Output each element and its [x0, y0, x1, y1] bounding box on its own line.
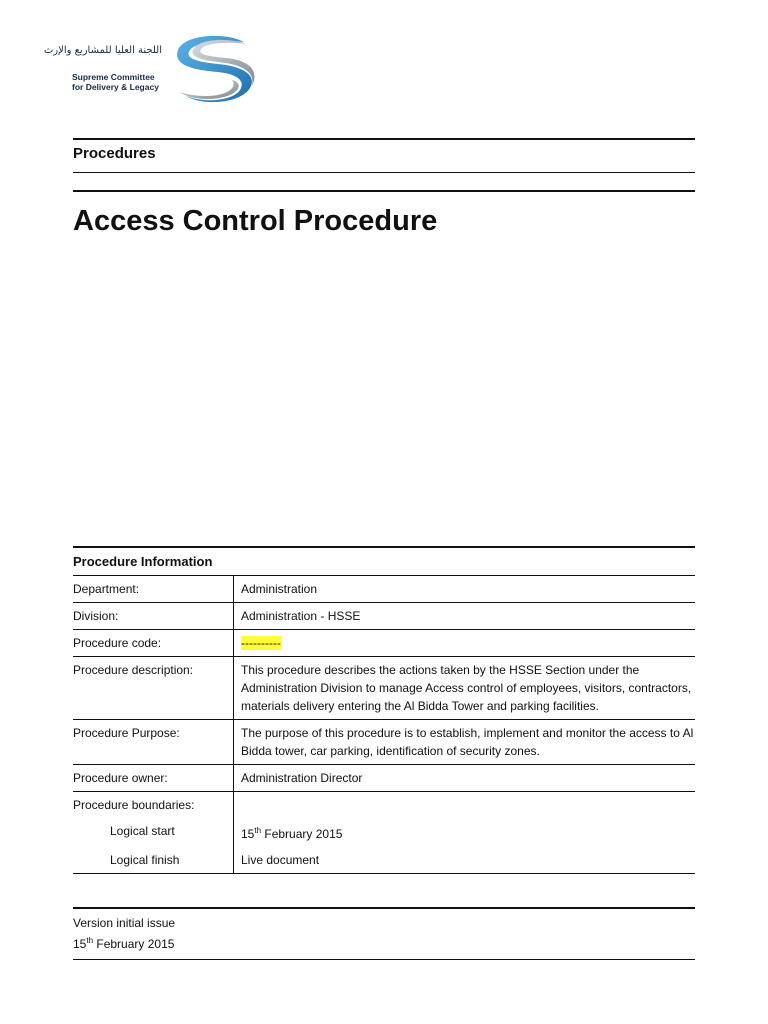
- table-row: [73, 818, 695, 847]
- document-title: Access Control Procedure: [73, 205, 438, 237]
- row-value-division: Administration - HSSE: [234, 603, 696, 630]
- version-day-suffix: th: [86, 936, 94, 945]
- table-row: [73, 765, 695, 792]
- version-day: 15: [73, 937, 87, 951]
- table-row: [73, 657, 695, 720]
- version-label: Version initial issue: [73, 916, 176, 930]
- section-label: Procedures: [73, 145, 156, 162]
- row-label-logical-finish: Logical finish: [73, 847, 234, 874]
- row-value-description: This procedure describes the actions taken by the HSSE Section under the Administration Division to manage Access control of employees, visitors, contractors, materials delivery entering the Al Bidda Tower and parking facilities.: [234, 657, 696, 720]
- row-label-boundaries: Procedure boundaries:: [73, 798, 195, 812]
- row-label-procedure-code: Procedure code:: [73, 630, 234, 657]
- start-day-suffix: th: [254, 826, 262, 835]
- row-value-purpose: The purpose of this procedure is to establish, implement and monitor the access to Al Bidda tower, car parking, identification of security zones.: [234, 720, 696, 765]
- table-heading: Procedure Information: [73, 547, 695, 576]
- title-top-rule: [73, 190, 695, 192]
- table-row: [73, 630, 695, 657]
- version-rest: February 2015: [93, 937, 175, 951]
- row-value-owner: Administration Director: [234, 765, 696, 792]
- row-label-owner: Procedure owner:: [73, 765, 234, 792]
- arabic-logo-text: [43, 42, 164, 68]
- row-value-logical-finish: Live document: [234, 847, 696, 874]
- row-label-logical-start: Logical start: [110, 824, 175, 838]
- supreme-committee-logo: [43, 34, 260, 106]
- header-mid-rule: [73, 172, 695, 173]
- table-row: [73, 576, 695, 603]
- row-value-procedure-code: [234, 630, 696, 657]
- row-value-boundaries: [234, 792, 696, 819]
- row-label-purpose: Procedure Purpose:: [73, 720, 234, 765]
- start-day: 15: [241, 827, 255, 841]
- row-value-department: Administration: [234, 576, 696, 603]
- row-label-department: Department:: [73, 576, 234, 603]
- logo-english-line1: Supreme Committee: [72, 72, 155, 82]
- version-date: [73, 932, 695, 953]
- logo-s-mark-icon: [166, 34, 260, 106]
- table-row: [73, 847, 695, 874]
- table-row: [73, 603, 695, 630]
- version-footer: [73, 907, 695, 960]
- table-row: [73, 792, 695, 819]
- row-value-logical-start: [234, 818, 696, 847]
- header-top-rule: [73, 138, 695, 140]
- start-rest: February 2015: [261, 827, 343, 841]
- row-label-division: Division:: [73, 603, 234, 630]
- procedure-information-table: [73, 546, 695, 874]
- procedure-code-highlight: ----------: [241, 636, 281, 650]
- table-heading-row: [73, 547, 695, 576]
- logo-english-line2: for Delivery & Legacy: [72, 82, 159, 92]
- svg-text:اللجنة العليا للمشاريع والإرث: اللجنة العليا للمشاريع والإرث: [43, 45, 162, 56]
- table-row: [73, 720, 695, 765]
- row-label-description: Procedure description:: [73, 657, 234, 720]
